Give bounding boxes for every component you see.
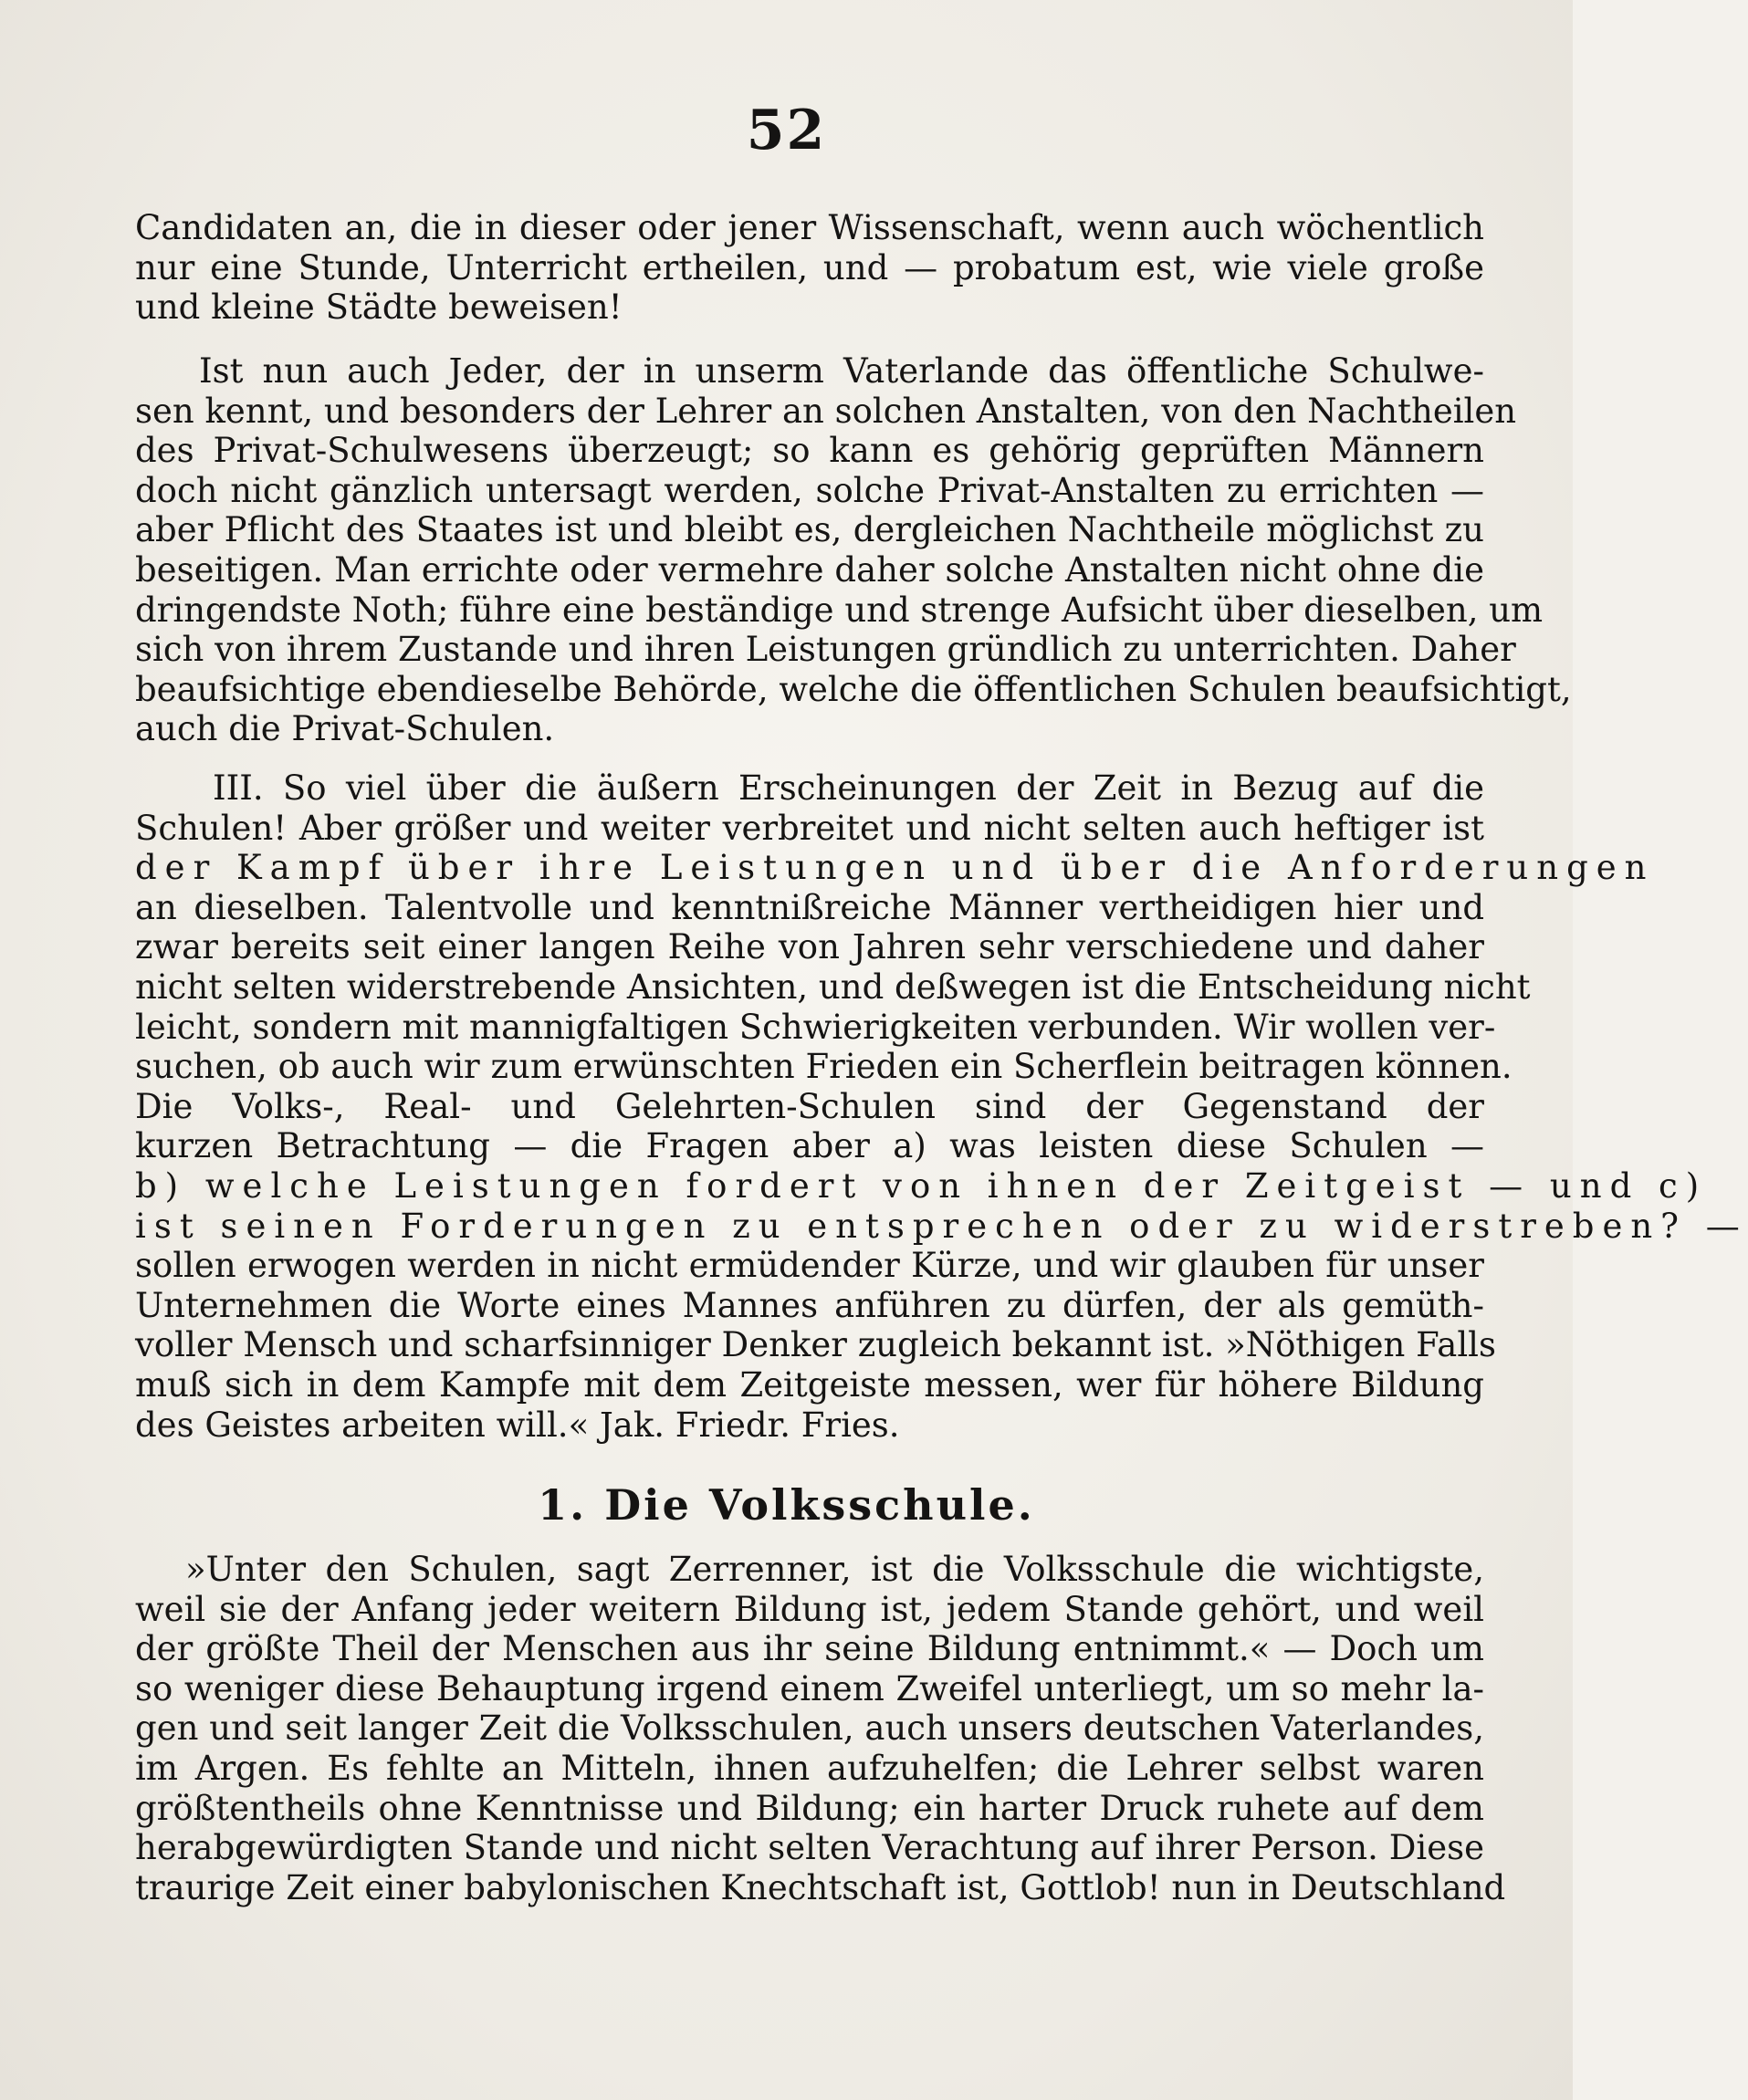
text-line: der größte Theil der Menschen aus ihr seine Bildung entnimmt.« — Doch um xyxy=(135,1629,1484,1669)
text-line: beaufsichtige ebendieselbe Behörde, welche die öffentlichen Schulen beaufsichtigt, xyxy=(135,669,1572,709)
text-line: Ist nun auch Jeder, der in unserm Vaterlande das öffentliche Schulwe- xyxy=(199,351,1484,391)
text-line: Schulen! Aber größer und weiter verbreitet und nicht selten auch heftiger ist xyxy=(135,808,1484,848)
text-line: der Kampf über ihre Leistungen und über die Anforderungen xyxy=(135,848,1655,888)
text-line: zwar bereits seit einer langen Reihe von Jahren sehr verschiedene und daher xyxy=(135,927,1484,967)
text-line: beseitigen. Man errichte oder vermehre daher solche Anstalten nicht ohne die xyxy=(135,549,1484,590)
text-line: Unternehmen die Worte eines Mannes anführen zu dürfen, der als gemüth- xyxy=(135,1285,1484,1325)
text-line: und kleine Städte beweisen! xyxy=(135,287,623,328)
text-line: ist seinen Forderungen zu entsprechen oder zu widerstreben? — xyxy=(135,1206,1748,1246)
text-line: doch nicht gänzlich untersagt werden, solche Privat-Anstalten zu errichten — xyxy=(135,470,1484,510)
paragraph-4 xyxy=(135,1550,1506,1907)
text-line: sich von ihrem Zustande und ihren Leistungen gründlich zu unterrichten. Daher xyxy=(135,630,1516,670)
text-line: traurige Zeit einer babylonischen Knechtschaft ist, Gottlob! nun in Deutschland xyxy=(135,1867,1506,1907)
text-line: aber Pflicht des Staates ist und bleibt es, dergleichen Nachtheile möglichst zu xyxy=(135,510,1484,550)
text-line: »Unter den Schulen, sagt Zerrenner, ist die Volksschule die wichtigste, xyxy=(185,1550,1484,1589)
text-line: suchen, ob auch wir zum erwünschten Frieden ein Scherflein beitragen können. xyxy=(135,1047,1512,1087)
text-line: an dieselben. Talentvolle und kenntnißreiche Männer vertheidigen hier und xyxy=(135,887,1484,927)
text-line: III. So viel über die äußern Erscheinungen der Zeit in Bezug auf die xyxy=(213,768,1484,808)
text-line: sen kennt, und besonders der Lehrer an solchen Anstalten, von den Nachtheilen xyxy=(135,391,1517,431)
text-line: sollen erwogen werden in nicht ermüdender Kürze, und wir glauben für unser xyxy=(135,1246,1484,1286)
text-line: Candidaten an, die in dieser oder jener Wissenschaft, wenn auch wöchentlich xyxy=(135,208,1484,247)
text-line: im Argen. Es fehlte an Mitteln, ihnen aufzuhelfen; die Lehrer selbst waren xyxy=(135,1748,1484,1788)
text-line: weil sie der Anfang jeder weitern Bildung ist, jedem Stande gehört, und weil xyxy=(135,1589,1484,1629)
text-line: voller Mensch und scharfsinniger Denker zugleich bekannt ist. »Nöthigen Falls xyxy=(135,1325,1497,1365)
page-number: 52 xyxy=(746,99,827,162)
text-line: b) welche Leistungen fordert von ihnen der Zeitgeist — und c) xyxy=(135,1165,1708,1206)
section-heading: 1. Die Volksschule. xyxy=(538,1480,1035,1530)
paragraph-1 xyxy=(135,208,1484,328)
text-line: muß sich in dem Kampfe mit dem Zeitgeiste messen, wer für höhere Bildung xyxy=(135,1364,1484,1405)
text-line: leicht, sondern mit mannigfaltigen Schwierigkeiten verbunden. Wir wollen ver- xyxy=(135,1007,1496,1047)
paragraph-3 xyxy=(135,768,1748,1445)
text-line: des Privat-Schulwesens überzeugt; so kann es gehörig geprüften Männern xyxy=(135,431,1484,471)
text-line: größtentheils ohne Kenntnisse und Bildung; ein harter Druck ruhete auf dem xyxy=(135,1788,1484,1828)
text-line: des Geistes arbeiten will.« Jak. Friedr. Fries. xyxy=(135,1405,900,1445)
text-line: so weniger diese Behauptung irgend einem Zweifel unterliegt, um so mehr la- xyxy=(135,1668,1484,1708)
text-line: herabgewürdigten Stande und nicht selten Verachtung auf ihrer Person. Diese xyxy=(135,1828,1484,1868)
text-line: nicht selten widerstrebende Ansichten, und deßwegen ist die Entscheidung nicht xyxy=(135,966,1531,1007)
text-line: gen und seit langer Zeit die Volksschulen, auch unsers deutschen Vaterlandes, xyxy=(135,1708,1484,1749)
text-line: kurzen Betrachtung — die Fragen aber a) was leisten diese Schulen — xyxy=(135,1126,1484,1166)
text-line: Die Volks-, Real- und Gelehrten-Schulen sind der Gegenstand der xyxy=(135,1086,1484,1126)
text-line: auch die Privat-Schulen. xyxy=(135,709,555,749)
paragraph-2 xyxy=(135,351,1572,749)
text-line: dringendste Noth; führe eine beständige und strenge Aufsicht über dieselben, um xyxy=(135,590,1544,630)
text-line: nur eine Stunde, Unterricht ertheilen, und — probatum est, wie viele große xyxy=(135,247,1484,287)
